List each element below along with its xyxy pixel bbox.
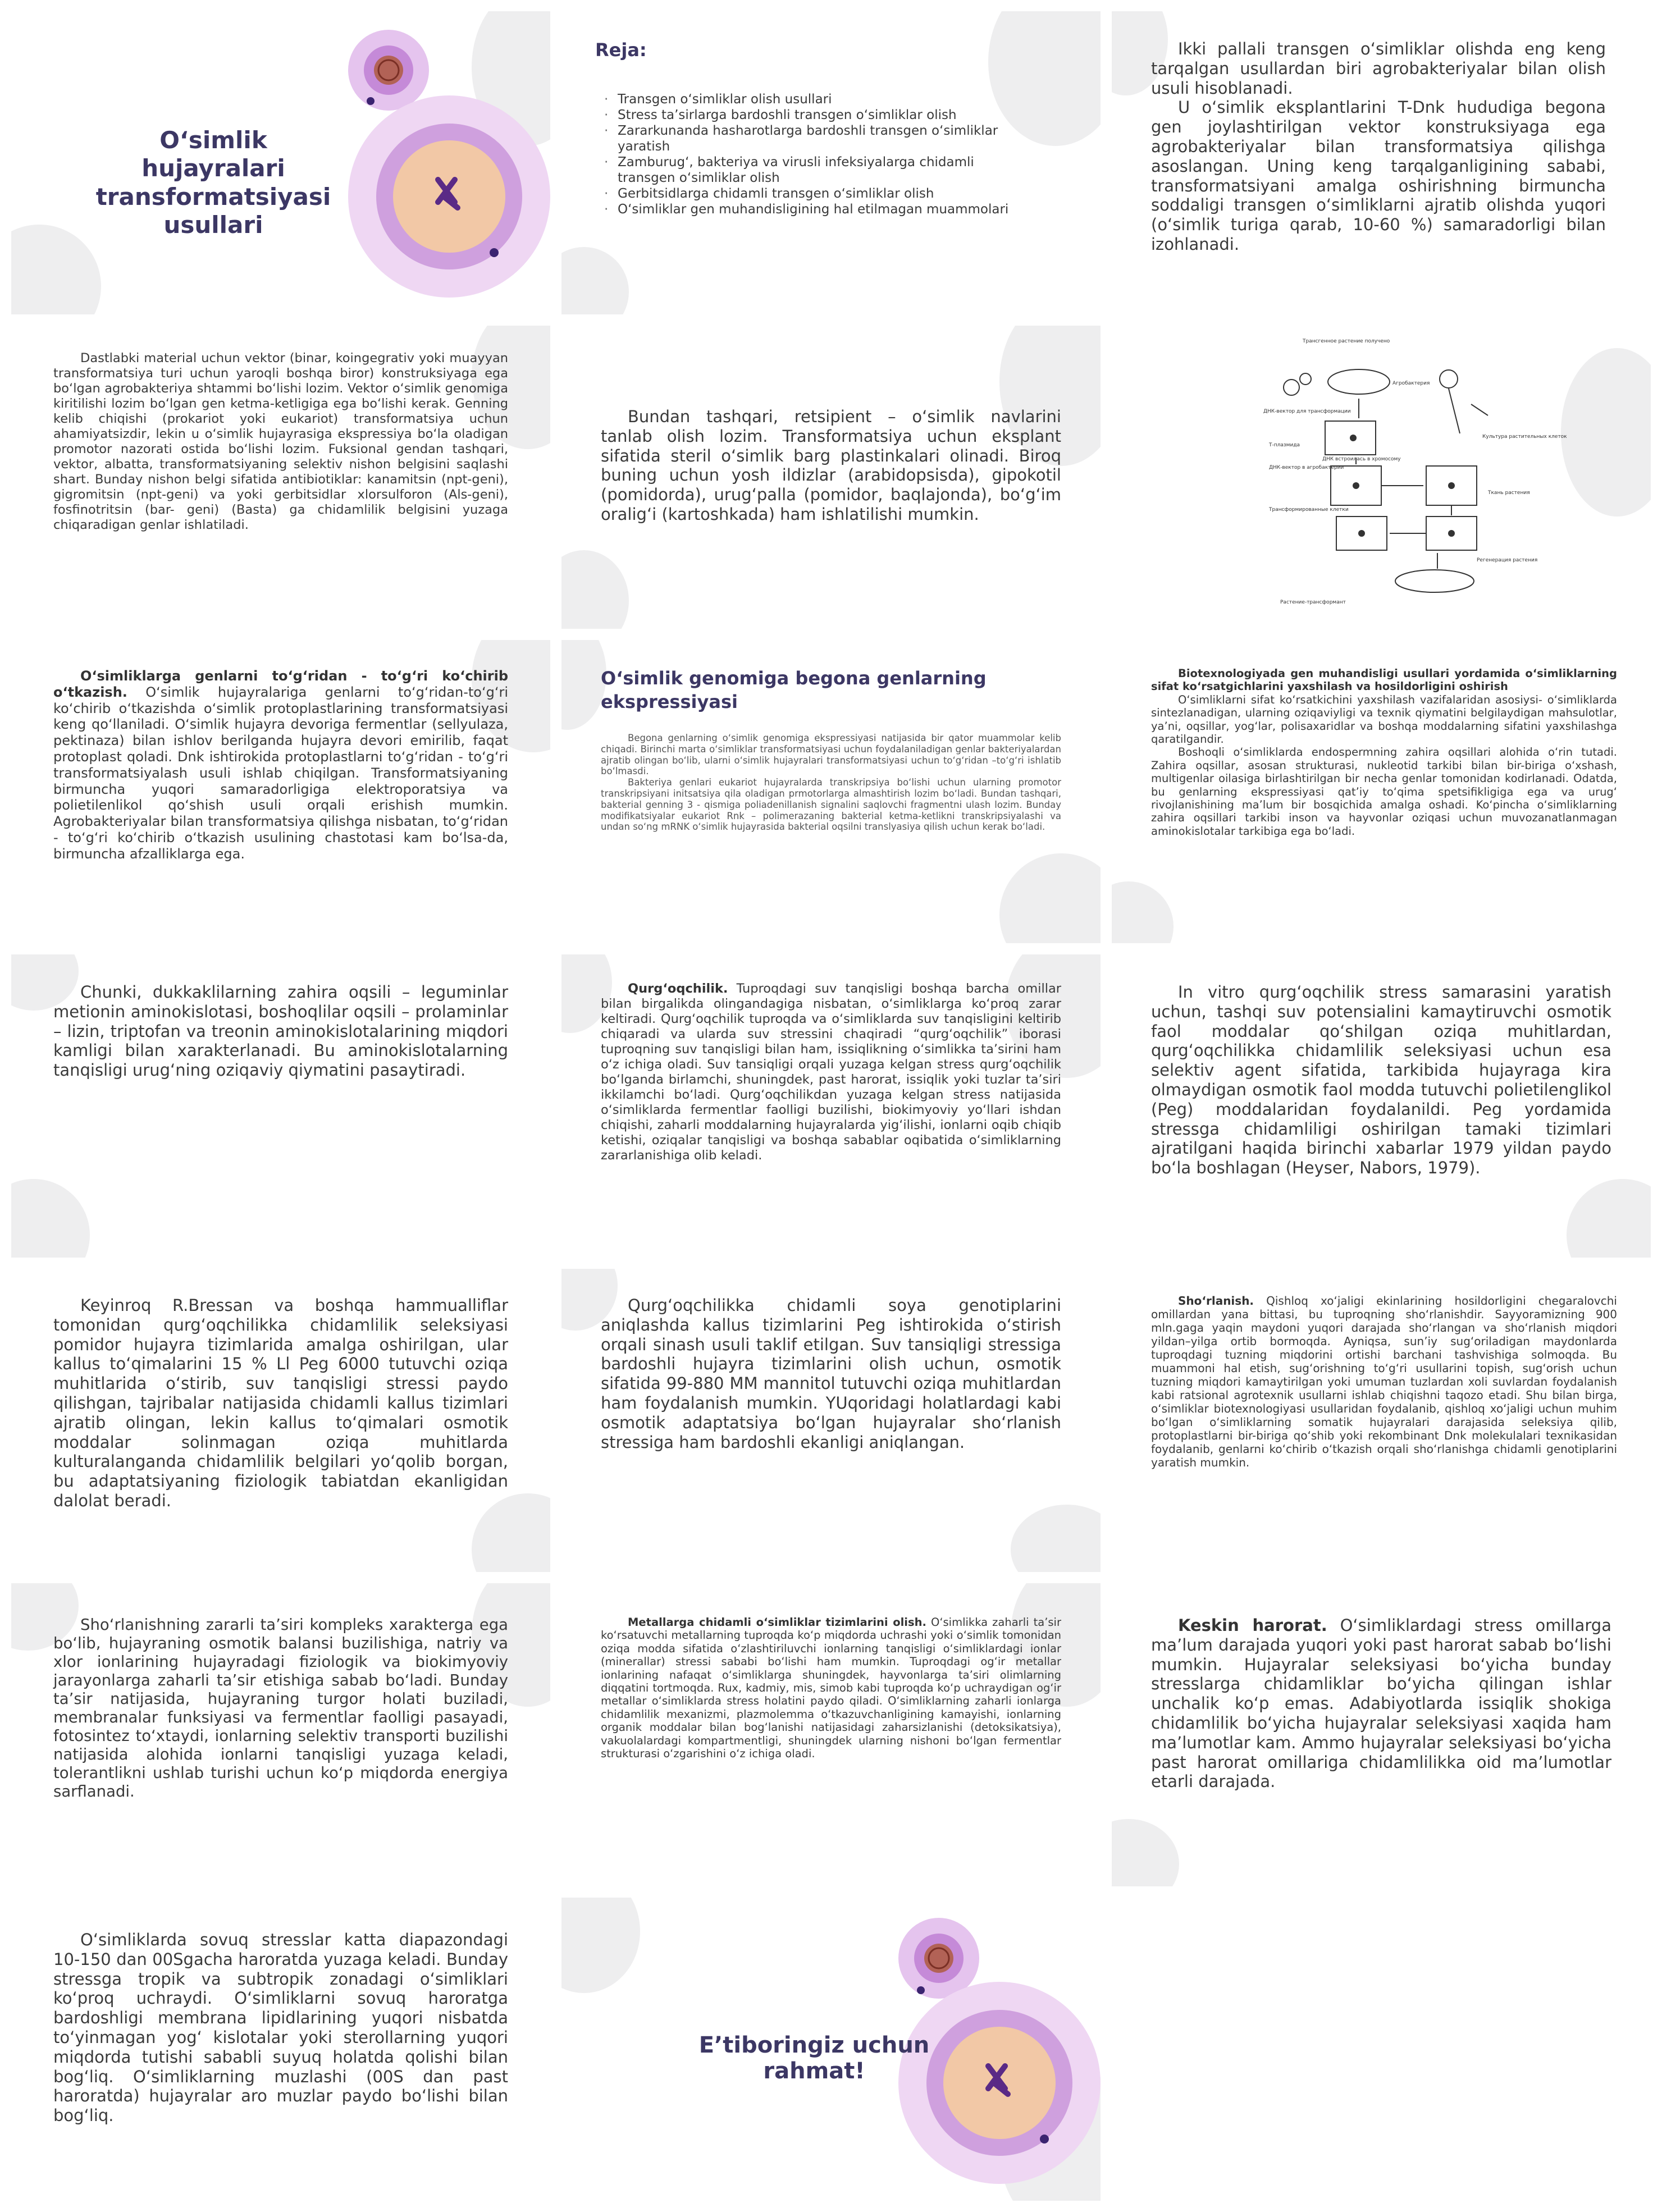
background-blob <box>999 853 1101 943</box>
background-blob <box>1567 1179 1651 1258</box>
paragraph: O‘simlik hujayralariga genlarni to‘g‘ridan-to‘g‘ri ko‘chirib o‘tkazishda o‘simlik protoplastlarining transformatsiyasi keng qo‘llaniladi. O‘simlik hujayra devoriga fermentlar (sellyulaza, pektinaza) bilan ishlov berilganda hujayra devori emirilib, faqat protoplast qoladi. Dnk ishtirokida protoplastlarni to‘g‘ridan - to‘g‘ri transformatsiyalash usuli ishlab chiqilgan. Transformatsiyaning birmuncha yuqori samaradorligiga elektroporatsiya va polietilenlikol qo‘shish usuli orqali erishish mumkin. Agrobakteriyalar bilan transformatsiya qilishga nisbatan, to‘g‘ridan - to‘g‘ri ko‘chirib o‘tkazish usulining chastotasi kam bo‘lsa-da, birmuncha afzalliklarga ega. <box>53 684 508 862</box>
slide-14-soy <box>561 1269 1101 1572</box>
paragraph: Qishloq xo‘jaligi ekinlarining hosildorligini chegaralovchi omillardan yana bittasi, bu tuproqning sho‘rlanishdir. Sayyoramizning 900 mln.gaga yaqin maydoni yuqori darajada sho‘rlangan va sho‘rlanish miqdori yildan–yilga ortib bormoqda. Ayniqsa, sun’iy sug‘oriladigan maydonlarda tuproqdagi tuzning miqdorini ortishi barchani tashvishiga solmoqda. Bu muammoni hal etish, sug‘orishning to‘g‘ri usullarini topish, sug‘orish uchun tuzning miqdori kamaytirilgan yoki umuman tuzlardan xoli suvlardan foydalanish kabi ratsional agrotexnik usullarni ishlab chiqishni taqozo etadi. Shu bilan birga, o‘simliklar biotexnologiyasi usullaridan foydalanib, qishloq xo‘jaligi uchun muhim bo‘lgan o‘simliklarning somatik hujayralari darajasida seleksiya qilib, protoplastlarni bir-biriga qo‘shib yoki rekombinant Dnk molekulalari texnikasidan foydalanib, genlarni ko‘chirib o‘tkazish orqali sho‘rlanishga chidamli genotiplarini yaratish mumkin. <box>1151 1294 1617 1469</box>
diagram-label: Растение-трансформант <box>1280 600 1346 605</box>
slide-16-salinity-effects <box>11 1583 550 1886</box>
paragraph: O‘simliklarni sifat ko‘rsatkichini yaxshilash vazifalaridan asosiysi- o‘simliklarda sintezlanadigan, ularning oziqaviyligi va texnik qiymatini belgilaydigan mahsulotlar, ya’ni, oqsillar, yog‘lar, polisaxaridlar va boshqa moddalarning sifatini yaxshilashga qaratilgandir. <box>1151 693 1617 746</box>
slide-12-in-vitro <box>1112 954 1651 1258</box>
slide-19-cold <box>11 1898 550 2201</box>
slide-text <box>601 1296 1061 1452</box>
section-lead: Biotexnologiyada gen muhandisligi usullari yordamida o‘simliklarning sifat ko‘rsatgichlarini yaxshilash va hosildorligini oshirish <box>1151 667 1617 693</box>
slide-text <box>53 1296 508 1511</box>
paragraph: Bakteriya genlari eukariot hujayralarda transkripsiya bo‘lishi uchun ularning promotor transkripsiyani initsatsiya qila oladigan prmotorlarga almashtirish lozim bo‘ladi. Bundan tashqari, bakterial genning 3 - qismiga poliadenillanish signalini saqlovchi fragmentni ulash lozim. Bunday modifikatsiyalar eukariot Rnk – polimerazaning bakterial ketma-ketlikni transkripsiyalashi va undan so‘ng mRNK o‘simlik hujayrasida bakterial oqsilni translyasiya qilish uchun kerak bo‘ladi. <box>601 777 1061 833</box>
plan-item: · Transgen o‘simliklar olish usullari <box>601 92 1028 107</box>
slide-7-direct-transfer <box>11 640 550 943</box>
presentation-title: O‘simlik hujayralari transformatsiyasi usullari <box>95 126 331 239</box>
background-blob <box>11 1179 90 1258</box>
transformation-diagram <box>1112 326 1651 629</box>
paragraph: Chunki, dukkaklilarning zahira oqsili – leguminlar metionin aminokislotasi, boshoqlilar oqsili – prolaminlar – lizin, triptofan va treonin aminokislotalarining miqdori kamligi bilan xarakterlanadi. Bu aminokislotalarning tanqisligi urug‘ning oziqaviy qiymatini pasaytiradi. <box>53 982 508 1080</box>
slide-4-vector <box>11 326 550 629</box>
paragraph: Dastlabki material uchun vektor (binar, koingegrativ yoki muayyan transformatsiya turi uchun yaroqli boshqa biror) konstruksiyaga ega bo‘lgan agrobakteriya shtammi bo‘lishi lozim. Vektor o‘simlik genomiga kiritilishi lozim bo‘lgan gen ketma-ketligiga ega bo‘lishi kerak. Genning kelib chiqishi (prokariot yoki eukariot) transformatsiya uchun ahamiyatsizdir, lekin u o‘simlik hujayrasiga ekspressiya bo‘la oladigan promotor nazorati ostida bo‘lishi lozim. Fuksional gendan tashqari, vektor, albatta, transformatsiyaning selektiv nishon belgisini saqlashi shart. Bunday nishon belgi sifatida antibiotiklar: kanamitsin (npt-geni), gigromitsin (npt-geni) va yoki gerbitsidlar xlorsulforon (Als-geni), fosfinotritsin (bar- geni) (Basta) ga chidamlilik belgisini yuzaga chiqaradigan genlar ishlatiladi. <box>53 351 508 532</box>
slide-text <box>53 351 508 533</box>
slide-text <box>1151 1294 1617 1469</box>
diagram-label: Ткань растения <box>1488 490 1530 496</box>
paragraph: Sho‘rlanishning zararli ta’siri kompleks xarakterga ega bo‘lib, hujayraning osmotik balansi buzilishiga, natriy va xlor ionlarining hujayradagi fiziologik va biokimyoviy jarayonlarga zaharli ta’sir etishiga sabab bo‘ladi. Bunday ta’sir natijasida, hujayraning turgor holati buziladi, membranalar funksiyasi va fermentlar faolligi pasayadi, fotosintez to‘xtaydi, ionlarning selektiv transporti buzilishi natijasida alohida ionlarni tanqisligi yuzaga keladi, tolerantlikni ushlab turishi uchun ko‘p miqdorda energiya sarflanadi. <box>53 1616 508 1800</box>
section-lead: Keskin harorat. <box>1178 1616 1327 1635</box>
paragraph: Tuproqdagi suv tanqisligi boshqa barcha omillar bilan birgalikda olingandagiga nisbatan, o‘simliklarga ko‘proq zarar keltiradi. Qurg‘oqchilik tuproqda va o‘simliklarda suv tanqisligini keltirib chiqaradi va ularda suv stressini chaqiradi “qurg‘oqchilik” iborasi tuproqning suv tanqisligi bilan ham, issiqlikning o‘simlikka ta’sirini ham o‘z ichiga oladi. Suv tansiqligi orqali yuzaga kelgan stress qurg‘oqchilik bo‘lganda birlamchi, shuningdek, past harorat, issiqlik yoki tuzlar ta’siri ikkilamchi bo‘ladi. Qurg‘oqchilikdan yuzaga kelgan stress natijasida o‘simliklarda fermentlar faolligi buzilishi, biokimyoviy yo‘llari ishdan chiqishi, zaharli moddalarning hujayralarda yig‘ilishi, ionlarni oqib chiqib ketishi, oziqalar tanqisligi va boshqa sabablar oqibatida o‘simliklarning zararlanishiga olib keladi. <box>601 981 1061 1163</box>
paragraph: Qurg‘oqchilikka chidamli soya genotiplarini aniqlashda kallus tizimlarini Peg ishtirokida o‘stirish orqali sinash usuli taklif etilgan. Suv tansiqligi stressiga bardoshli hujayra tizimlarini olish uchun, osmotik sifatida 99-880 MM mannitol tutuvchi oziqa muhitlardan ham foydalanish mumkin. YUqoridagi holatlardagi kabi osmotik adaptatsiya bo‘lgan hujayralar sho‘rlanish stressiga ham bardoshli ekanligi aniqlangan. <box>601 1296 1061 1452</box>
plan-item: · Gerbitsidlarga chidamli transgen o‘simliklar olish <box>601 186 1028 202</box>
diagram-title: Трансгенное растение получено <box>1303 339 1390 344</box>
slide-3-agrobacteria <box>1112 11 1651 314</box>
background-blob <box>561 247 629 314</box>
diagram-label: Трансформированные клетки <box>1269 507 1349 513</box>
slide-11-drought <box>561 954 1101 1258</box>
slide-1-title <box>11 11 550 314</box>
plan-list <box>601 92 1028 217</box>
paragraph: Keyinroq R.Bressan va boshqa hammualliflar tomonidan qurg‘oqchilikka chidamlilik seleksiyasi pomidor hujayra tizimlarida amalga oshirilgan, ular kallus to‘qimalarini 15 % Ll Peg 6000 tutuvchi oziqa muhitlarida o‘stirib, suv tanqisligi stressi paydo qilishgan, tajribalar natijasida chidamli kallus tizimlari ajratib olingan, lekin kallus to‘qimalari osmotik moddalar solinmagan oziqa muhitlarda kulturalanganda chidamlilik belgilari yo‘qolib borgan, bu adaptatsiyaning fiziologik tabiatdan ekanligidan dalolat beradi. <box>53 1296 508 1510</box>
diagram-label: ДНК-вектор в агробактерии <box>1269 465 1344 470</box>
background-blob <box>561 550 629 629</box>
plan-item: · O‘simliklar gen muhandisligining hal etilmagan muammolari <box>601 202 1028 217</box>
slide-20-thanks <box>561 1898 1101 2201</box>
plan-heading: Reja: <box>595 39 647 61</box>
diagram-label: ДНК встроилась в хромосому <box>1322 456 1401 462</box>
plan-item: · Stress ta’sirlarga bardoshli transgen o‘simliklar olish <box>601 107 1028 123</box>
thanks-title: E’tiboringiz uchun rahmat! <box>698 2032 930 2084</box>
diagram-label: Т-плазмида <box>1269 442 1300 448</box>
paragraph: U o‘simlik eksplantlarini T-Dnk hududiga begona gen joylashtirilgan vektor konstruksiyaga ega agrobakteriyalar bilan transformatsiya qilishga asoslangan. Uning keng tarqalganligining sababi, transformatsiyani amalga oshirishning birmuncha soddaligi transgen o‘simliklarni ajratib olishda yuqori (o‘simlik turiga qarab, 10-60 %) samaradorligi bilan izohlanadi. <box>1151 98 1606 254</box>
slide-text <box>601 1616 1061 1760</box>
diagram-label: ДНК-вектор для трансформации <box>1263 409 1351 414</box>
section-lead: Metallarga chidamli o‘simliklar tizimlarini olish. <box>628 1616 926 1629</box>
paragraph: O‘simlikka zaharli ta’sir ko‘rsatuvchi metallarning tuproqda ko‘p miqdorda uchrashi yoki o‘simlik tomonidan oziqa modda sifatida o‘zlashtiriluvchi ionlarning tanqisligi o‘simliklardagi ionlar (minerallar) stressi sababi bo‘lishi ham mumkin. Tuproqdagi og‘ir metallar ionlarining nafaqat o‘simliklarga shuningdek, hayvonlarga ta’siri olimlarning diqqatini tortmoqda. Rux, kadmiy, mis, simob kabi tuproqda ko‘p uchraydigan og‘ir metallar o‘simliklarda stress holatini paydo qiladi. O‘simliklarning zaharli ionlarga chidamlilik mexanizmi, plazmolemma o‘tkazuvchanligining kamayishi, ionlarning organik moddalar bilan bog‘lanishi natijasidagi zaharsizlanishi (detoksikatsiya), vakuolalardagi kompartmentligi, shuningdek ularning nishoni bo‘lgan fermentlar strukturasi o‘zgarishini o‘z ichiga oladi. <box>601 1616 1061 1760</box>
slide-text <box>53 982 508 1080</box>
paragraph: In vitro qurg‘oqchilik stress samarasini yaratish uchun, tashqi suv potensialini kamaytiruvchi osmotik faol moddalar qo‘shilgan oziqa muhitlardan, qurg‘oqchilikka chidamlilik seleksiyasi uchun esa selektiv agent sifatida, tarkibida hujayraga kira olmaydigan osmotik faol modda tutuvchi polietilenglikol (Peg) moddalaridan foydalanildi. Peg yordamida stressga chidamliligi oshirilgan tamaki tizimlari ajratilgani haqida birinchi xabarlar 1979 yildan paydo bo‘la boshlagan (Heyser, Nabors, 1979). <box>1151 982 1611 1178</box>
slide-text <box>1151 667 1617 838</box>
slide-6-diagram <box>1112 326 1651 629</box>
diagram-label: Регенерация растения <box>1477 557 1538 563</box>
paragraph: O‘simliklardagi stress omillarga ma’lum darajada yuqori yoki past harorat sabab bo‘lishi mumkin. Hujayralar seleksiyasi bo‘yicha bunday stresslarga chidamliklar bo‘yicha qilingan ishlar unchalik ko‘p emas. Adabiyotlarda issiqlik shokiga chidamlilik bo‘yicha hujayralar seleksiyasi xaqida ham ma’lumotlar kam. Ammo hujayralar seleksiyasi bo‘yicha past harorat omillariga chidamlilikka oid ma’lumotlar etarli darajada. <box>1151 1616 1611 1791</box>
paragraph: Ikki pallali transgen o‘simliklar olishda eng keng tarqalgan usullardan biri agrobakteriyalar bilan olish usuli hisoblanadi. <box>1151 39 1606 98</box>
background-blob <box>1112 1819 1179 1886</box>
slide-text <box>601 981 1061 1163</box>
slide-text <box>53 1930 508 2126</box>
diagram-label: Агробактерия <box>1392 381 1430 386</box>
slide-heading: O‘simlik genomiga begona genlarning ekspressiyasi <box>601 668 987 712</box>
slide-text <box>53 1616 508 1801</box>
slide-18-temperature <box>1112 1583 1651 1886</box>
slide-10-amino-acids <box>11 954 550 1258</box>
section-lead: Sho‘rlanish. <box>1178 1294 1254 1308</box>
background-blob <box>1112 881 1174 943</box>
slide-5-recipient <box>561 326 1101 629</box>
paragraph: Begona genlarning o‘simlik genomiga ekspressiyasi natijasida bir qator muammolar kelib chiqadi. Birinchi marta o‘simliklar transformatsiyasi uchun foydalaniladigan genlar bakteriyalardan ajratib olingan bo‘lib, ularni o‘simlik hujayralari transformatsiyasi uchun to‘g‘ridan –to‘g‘ri ishlatib bo‘lmasdi. <box>601 733 1061 777</box>
diagram-label: Культура растительных клеток <box>1482 434 1567 440</box>
plan-item: · Zamburug‘, bakteriya va virusli infeksiyalarga chidamli transgen o‘simliklar olish <box>601 154 1028 186</box>
paragraph: Bundan tashqari, retsipient – o‘simlik navlarini tanlab olish lozim. Transformatsiya uchun eksplant sifatida steril o‘simlik barg plastinkalari olinadi. Biroq buning uchun yosh ildizlar (arabidopsisda), gipokotil (pomidorda), urug‘palla (pomidor, baqlajonda), bo‘g‘im oralig‘i (kartoshkada) ham ishlatilishi mumkin. <box>601 407 1061 524</box>
slide-text <box>53 668 508 862</box>
slide-text <box>601 733 1061 833</box>
slide-8-expression <box>561 640 1101 943</box>
paragraph: Boshoqli o‘simliklarda endospermning zahira oqsillari alohida o‘rin tutadi. Zahira oqsillar, asosan strukturasi, nukleotid tarkibi bilan bir-biriga o‘xshash, multigenlar oilasiga birlashtirilgan bir necha genlar tomonidan kodirlanadi. Odatda, bu genlarning ekspressiyasi qat’iy to‘qima spetsifikligiga ega va urug‘ rivojlanishining ma’lum bir bosqichida amalga oshadi. Ko‘pincha o‘simliklarning zahira oqsillari tarkibi inson va hayvonlar oziqasi uchun muvozanatlanmagan aminokislotalar tarkibiga ega bo‘ladi. <box>1151 746 1617 838</box>
slide-15-salinity <box>1112 1269 1651 1572</box>
slide-13-bressan <box>11 1269 550 1572</box>
slide-text <box>1151 1616 1611 1791</box>
slide-text <box>1151 39 1606 254</box>
section-lead: O‘simliklarga genlarni to‘g‘ridan - to‘g‘ri ko‘chirib o‘tkazish. <box>53 668 508 700</box>
background-blob <box>561 640 606 730</box>
slide-text <box>601 407 1061 524</box>
paragraph: O‘simliklarda sovuq stresslar katta diapazondagi 10-150 dan 00Sgacha haroratda yuzaga keladi. Bunday stressga tropik va subtropik zonadagi o‘simliklari ko‘proq uchraydi. O‘simliklarni sovuq haroratga bardoshligi membrana lipidlarining yuqori nisbatda to‘yinmagan yog‘ kislotalar yoki sterollarning yuqori miqdorda tutishi sababli suyuq holatda qolishi bilan bog‘liq. O‘simliklarning muzlashi (00S dan past haroratda) hujayralar aro muzlar paydo bo‘lishi bilan bog‘liq. <box>53 1930 508 2126</box>
slide-17-metals <box>561 1583 1101 1886</box>
section-lead: Qurg‘oqchilik. <box>628 981 728 996</box>
plan-item: · Zararkunanda hasharotlarga bardoshli transgen o‘simliklar yaratish <box>601 123 1028 154</box>
background-blob <box>1011 1505 1101 1572</box>
slide-9-biotech-quality <box>1112 640 1651 943</box>
slide-text <box>1151 982 1611 1178</box>
slide-2-plan <box>561 11 1101 314</box>
